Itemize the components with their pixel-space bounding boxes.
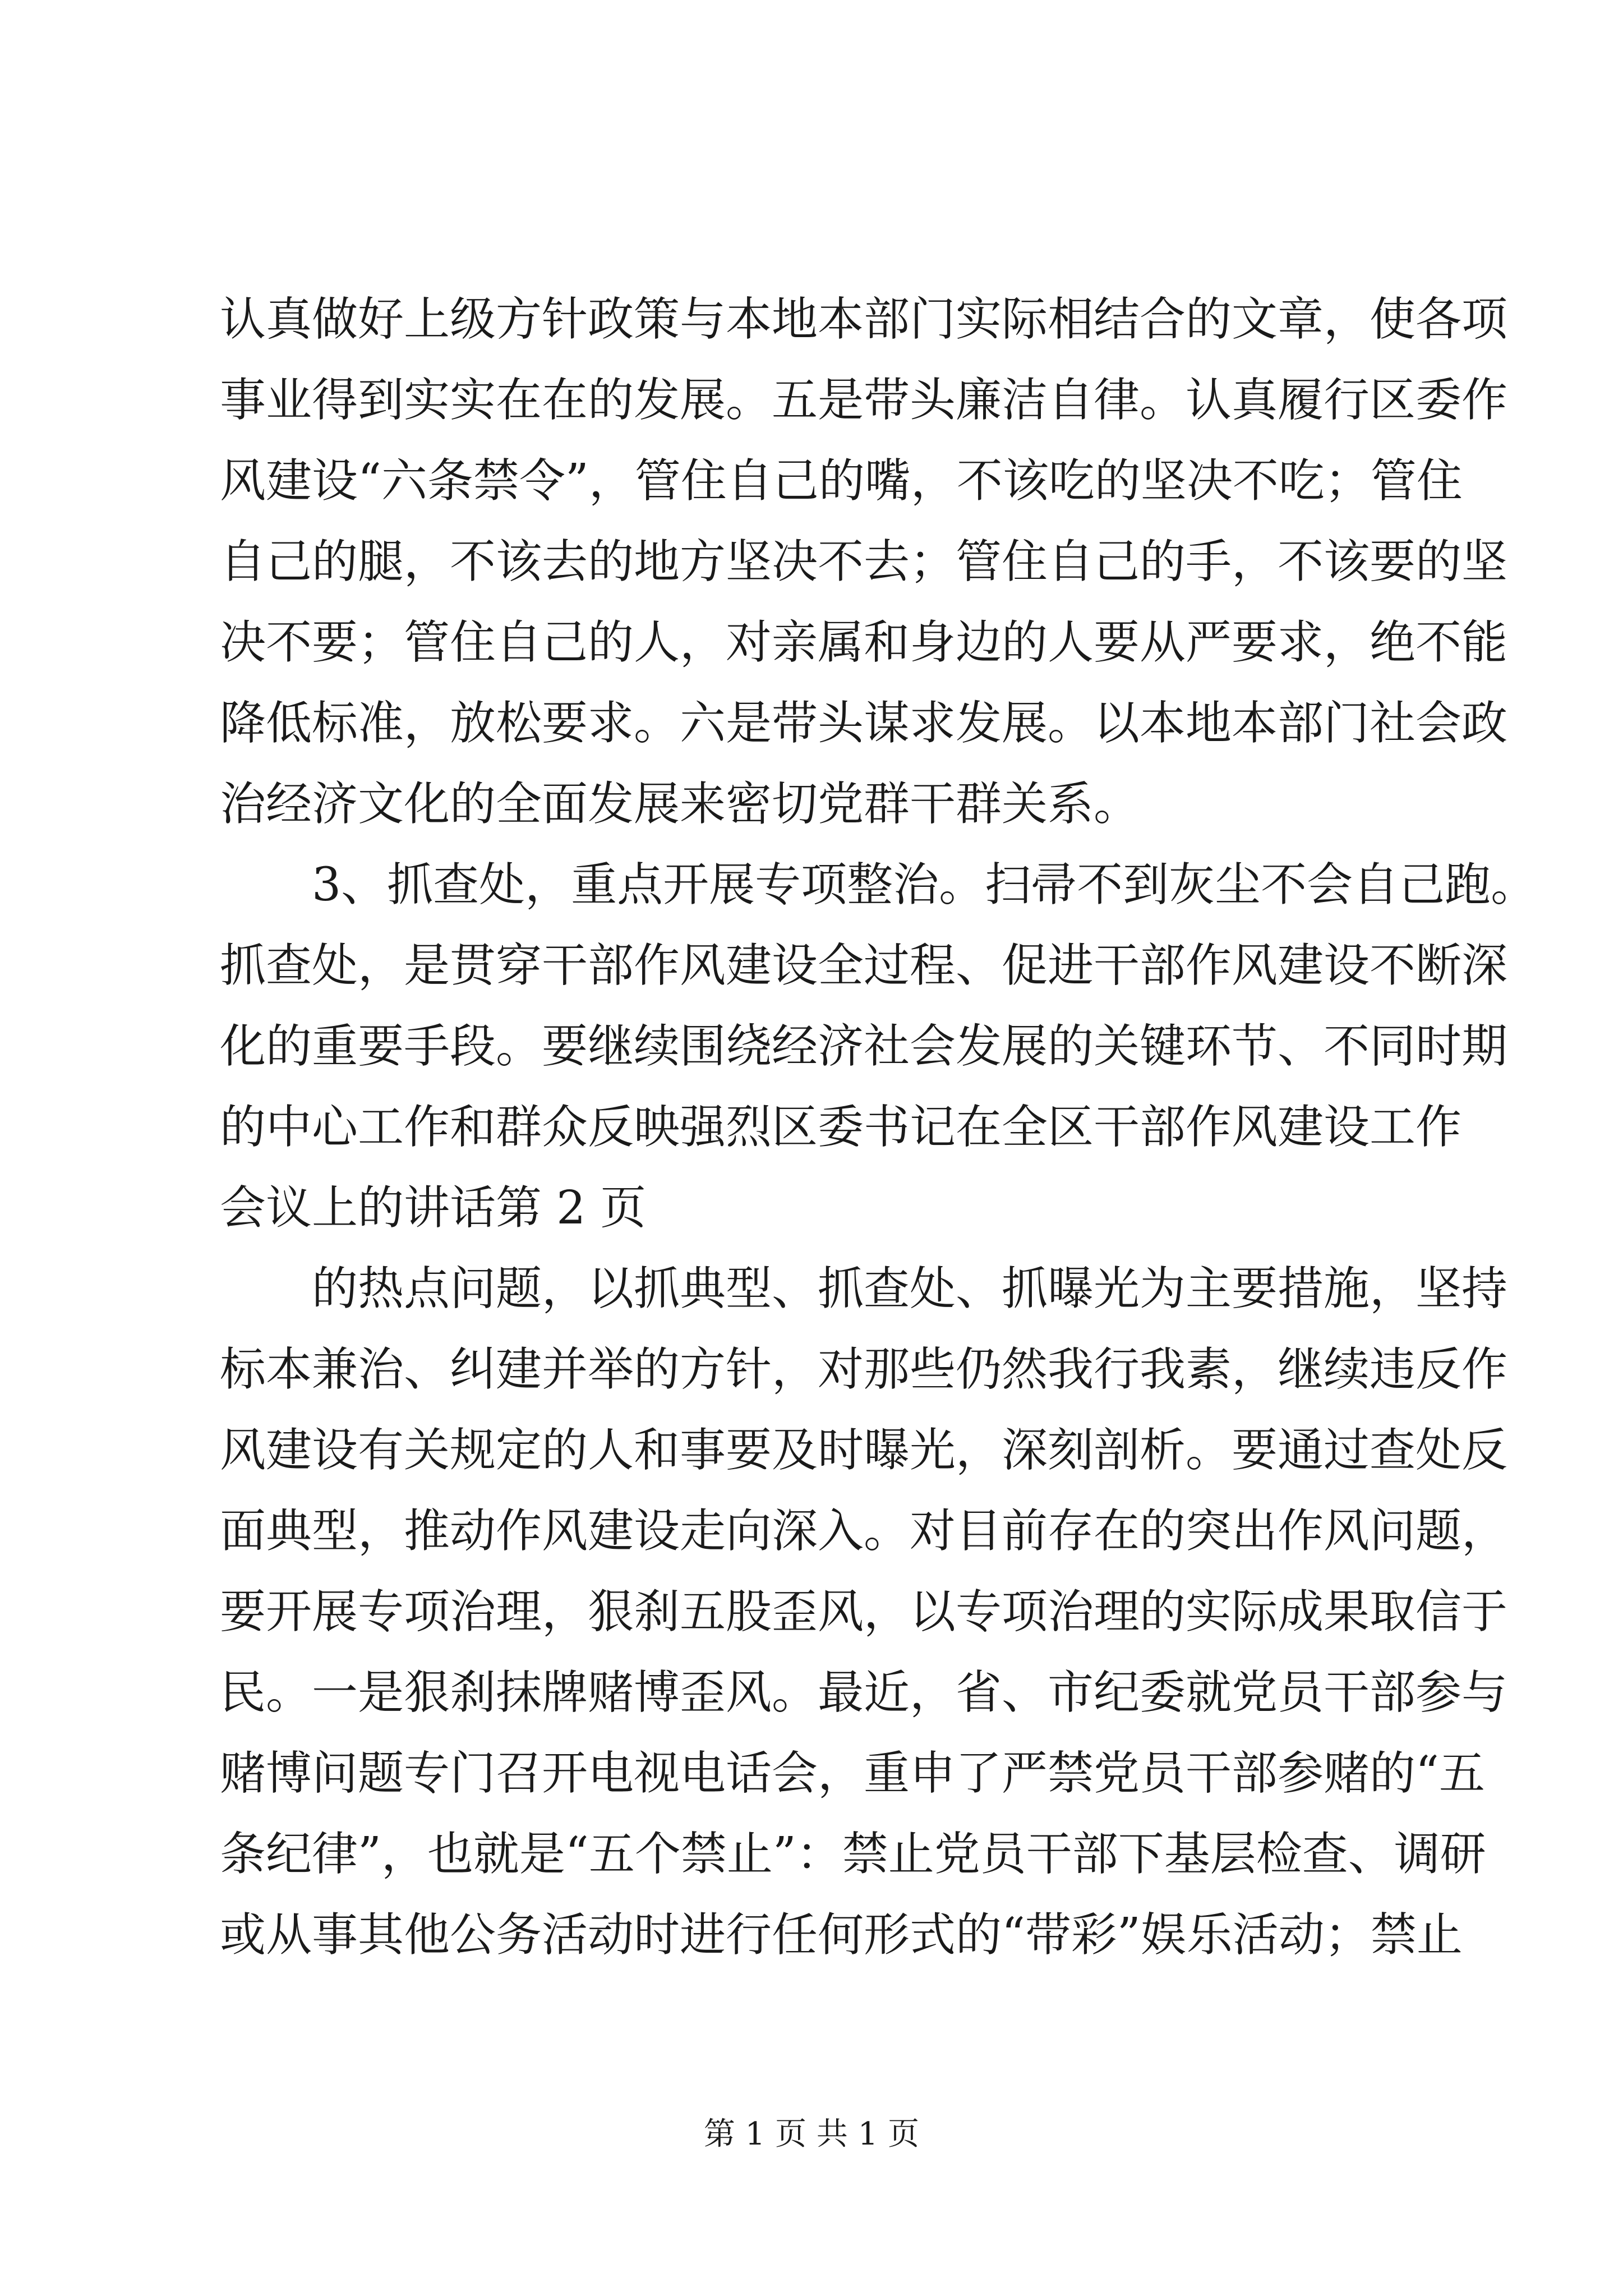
text-line: 抓查处，是贯穿干部作风建设全过程、促进干部作风建设不断深 [220,939,1508,992]
text-line: 决不要；管住自己的人，对亲属和身边的人要从严要求，绝不能 [220,616,1508,669]
text-line: 民。一是狠刹抹牌赌博歪风。最近，省、市纪委就党员干部参与 [220,1666,1508,1719]
text-line: 风建设“六条禁令”，管住自己的嘴，不该吃的坚决不吃；管住 [220,454,1463,508]
text-line: 化的重要手段。要继续围绕经济社会发展的关键环节、不同时期 [220,1020,1508,1073]
text-line: 治经济文化的全面发展来密切党群干群关系。 [220,777,1140,831]
paragraph-start-line: 的热点问题，以抓典型、抓查处、抓曝光为主要措施，坚持 [312,1262,1508,1315]
text-line: 要开展专项治理，狠刹五股歪风，以专项治理的实际成果取信于 [220,1585,1508,1639]
text-line: 风建设有关规定的人和事要及时曝光，深刻剖析。要通过查处反 [220,1424,1508,1477]
text-line: 标本兼治、纠建并举的方针，对那些仍然我行我素，继续违反作 [220,1343,1508,1396]
text-line: 的中心工作和群众反映强烈区委书记在全区干部作风建设工作 [220,1101,1462,1154]
text-line: 事业得到实实在在的发展。五是带头廉洁自律。认真履行区委作 [220,374,1508,427]
paragraph-start-line: 3、抓查处，重点开展专项整治。扫帚不到灰尘不会自己跑。 [312,858,1537,912]
text-line: 条纪律”，也就是“五个禁止”：禁止党员干部下基层检查、调研 [220,1828,1486,1881]
text-line: 会议上的讲话第 2 页 [220,1181,647,1235]
text-line: 或从事其他公务活动时进行任何形式的“带彩”娱乐活动；禁止 [220,1908,1463,1962]
text-line: 赌博问题专门召开电视电话会，重申了严禁党员干部参赌的“五 [220,1747,1485,1800]
text-line: 面典型，推动作风建设走向深入。对目前存在的突出作风问题， [220,1504,1508,1558]
page-footer: 第 1 页 共 1 页 [703,2116,920,2152]
text-line: 认真做好上级方针政策与本地本部门实际相结合的文章，使各项 [220,293,1508,346]
text-line: 自己的腿，不该去的地方坚决不去；管住自己的手，不该要的坚 [220,535,1508,588]
text-line: 降低标准，放松要求。六是带头谋求发展。以本地本部门社会政 [220,697,1508,750]
